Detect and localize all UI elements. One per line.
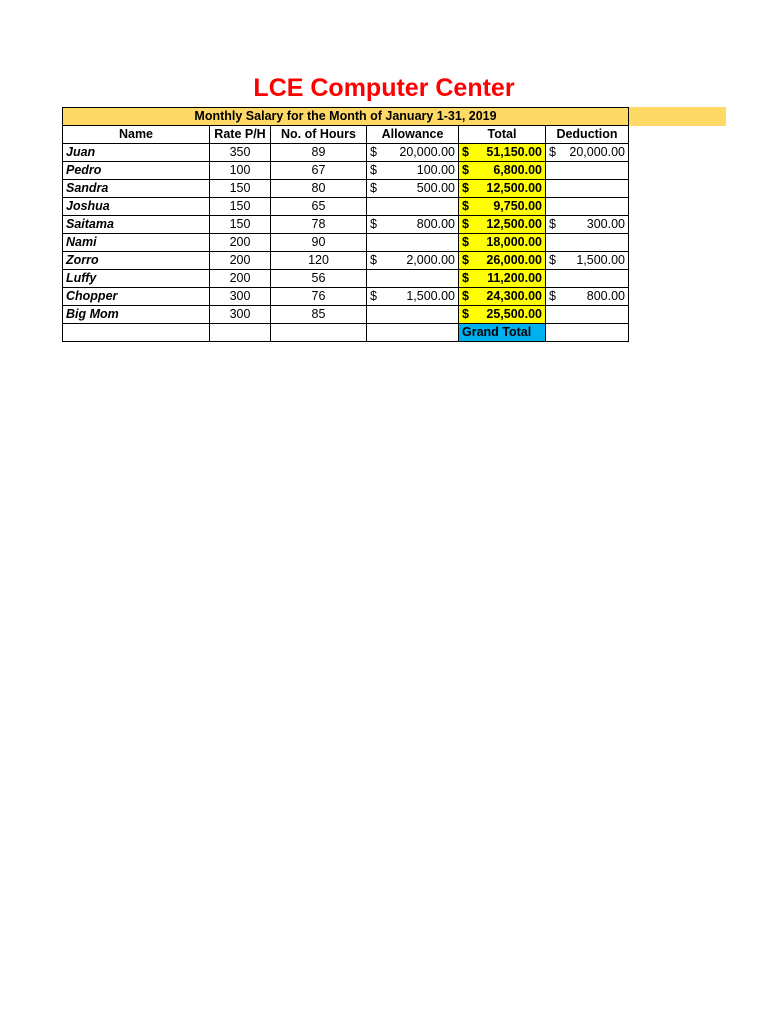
hours-cell[interactable]: 80 bbox=[271, 180, 367, 198]
amount: 300.00 bbox=[586, 217, 625, 231]
hours-cell[interactable]: 67 bbox=[271, 162, 367, 180]
total-cell-value bbox=[462, 198, 542, 215]
allowance-cell[interactable] bbox=[367, 162, 459, 180]
allowance-cell[interactable] bbox=[367, 234, 459, 252]
deduction-cell[interactable] bbox=[546, 162, 629, 180]
amount: 26,000.00 bbox=[486, 253, 542, 267]
table-row bbox=[63, 162, 629, 180]
hours-cell[interactable]: 65 bbox=[271, 198, 367, 216]
currency-symbol: $ bbox=[549, 145, 556, 159]
total-cell-value bbox=[462, 162, 542, 179]
amount: 800.00 bbox=[416, 217, 455, 231]
currency-symbol: $ bbox=[370, 181, 377, 195]
rate-cell[interactable]: 300 bbox=[210, 306, 271, 324]
header-row bbox=[63, 126, 629, 144]
subtitle-band-extension bbox=[628, 107, 726, 126]
amount: 6,800.00 bbox=[493, 163, 542, 177]
deduction-cell-value bbox=[549, 216, 625, 233]
rate-cell[interactable]: 100 bbox=[210, 162, 271, 180]
allowance-cell[interactable] bbox=[367, 270, 459, 288]
footer-spacer bbox=[271, 324, 367, 342]
total-cell[interactable] bbox=[459, 162, 546, 180]
allowance-cell-value bbox=[370, 288, 455, 305]
amount: 20,000.00 bbox=[569, 145, 625, 159]
rate-cell[interactable]: 200 bbox=[210, 252, 271, 270]
deduction-cell[interactable] bbox=[546, 234, 629, 252]
total-cell-value bbox=[462, 216, 542, 233]
amount: 12,500.00 bbox=[486, 217, 542, 231]
table-row bbox=[63, 306, 629, 324]
rate-cell[interactable]: 150 bbox=[210, 198, 271, 216]
allowance-cell-value bbox=[370, 162, 455, 179]
rate-cell[interactable]: 200 bbox=[210, 234, 271, 252]
allowance-cell-value bbox=[370, 252, 455, 269]
total-cell-value bbox=[462, 144, 542, 161]
employee-name-cell[interactable]: Chopper bbox=[63, 288, 210, 306]
amount: 18,000.00 bbox=[486, 235, 542, 249]
employee-name-cell[interactable]: Sandra bbox=[63, 180, 210, 198]
amount: 11,200.00 bbox=[487, 271, 542, 285]
footer-spacer bbox=[546, 324, 629, 342]
amount: 500.00 bbox=[416, 181, 455, 195]
currency-symbol: $ bbox=[462, 181, 469, 195]
hours-cell[interactable]: 120 bbox=[271, 252, 367, 270]
table-row bbox=[63, 234, 629, 252]
total-cell-value bbox=[462, 306, 542, 323]
employee-name-cell[interactable]: Joshua bbox=[63, 198, 210, 216]
page-title: LCE Computer Center bbox=[253, 74, 515, 102]
total-cell-value bbox=[462, 288, 542, 305]
deduction-cell-value bbox=[549, 252, 625, 269]
total-cell-value bbox=[462, 270, 542, 287]
currency-symbol: $ bbox=[549, 253, 556, 267]
employee-name-cell[interactable]: Saitama bbox=[63, 216, 210, 234]
rate-cell[interactable]: 200 bbox=[210, 270, 271, 288]
employee-name-cell[interactable]: Pedro bbox=[63, 162, 210, 180]
total-cell-value bbox=[462, 234, 542, 251]
allowance-cell[interactable] bbox=[367, 252, 459, 270]
total-cell[interactable] bbox=[459, 270, 546, 288]
deduction-cell[interactable] bbox=[546, 252, 629, 270]
deduction-cell[interactable] bbox=[546, 306, 629, 324]
employee-name-cell[interactable]: Big Mom bbox=[63, 306, 210, 324]
currency-symbol: $ bbox=[549, 217, 556, 231]
allowance-cell[interactable] bbox=[367, 198, 459, 216]
allowance-cell[interactable] bbox=[367, 144, 459, 162]
table-row bbox=[63, 252, 629, 270]
amount: 100.00 bbox=[416, 163, 455, 177]
footer-spacer bbox=[210, 324, 271, 342]
currency-symbol: $ bbox=[462, 199, 469, 213]
amount: 2,000.00 bbox=[406, 253, 455, 267]
allowance-cell[interactable] bbox=[367, 180, 459, 198]
currency-symbol: $ bbox=[462, 145, 469, 159]
subtitle-row bbox=[63, 108, 629, 126]
employee-name-cell[interactable]: Nami bbox=[63, 234, 210, 252]
currency-symbol: $ bbox=[462, 235, 469, 249]
hours-cell[interactable]: 90 bbox=[271, 234, 367, 252]
sheet-subtitle: Monthly Salary for the Month of January 1-31, 2019 bbox=[63, 108, 629, 126]
column-header-total: Total bbox=[459, 126, 546, 144]
rate-cell[interactable]: 350 bbox=[210, 144, 271, 162]
allowance-cell[interactable] bbox=[367, 288, 459, 306]
allowance-cell[interactable] bbox=[367, 216, 459, 234]
total-cell[interactable] bbox=[459, 216, 546, 234]
salary-table bbox=[62, 107, 629, 342]
currency-symbol: $ bbox=[370, 289, 377, 303]
amount: 12,500.00 bbox=[486, 181, 542, 195]
hours-cell[interactable]: 56 bbox=[271, 270, 367, 288]
allowance-cell[interactable] bbox=[367, 306, 459, 324]
deduction-cell[interactable] bbox=[546, 288, 629, 306]
total-cell[interactable] bbox=[459, 252, 546, 270]
employee-name-cell[interactable]: Zorro bbox=[63, 252, 210, 270]
column-header-rate: Rate P/H bbox=[210, 126, 271, 144]
table-row bbox=[63, 180, 629, 198]
total-cell-value bbox=[462, 252, 542, 269]
grand-total-label[interactable]: Grand Total bbox=[459, 324, 546, 342]
currency-symbol: $ bbox=[462, 289, 469, 303]
currency-symbol: $ bbox=[549, 289, 556, 303]
deduction-cell[interactable] bbox=[546, 180, 629, 198]
footer-row bbox=[63, 324, 629, 342]
allowance-cell-value bbox=[370, 180, 455, 197]
table-row bbox=[63, 216, 629, 234]
hours-cell[interactable]: 78 bbox=[271, 216, 367, 234]
amount: 51,150.00 bbox=[486, 145, 542, 159]
amount: 1,500.00 bbox=[406, 289, 455, 303]
table-row bbox=[63, 270, 629, 288]
amount: 9,750.00 bbox=[493, 199, 542, 213]
currency-symbol: $ bbox=[370, 217, 377, 231]
amount: 25,500.00 bbox=[486, 307, 542, 321]
currency-symbol: $ bbox=[370, 145, 377, 159]
currency-symbol: $ bbox=[370, 163, 377, 177]
rate-cell[interactable]: 150 bbox=[210, 216, 271, 234]
total-cell[interactable] bbox=[459, 180, 546, 198]
salary-rows bbox=[63, 144, 629, 324]
deduction-cell-value bbox=[549, 288, 625, 305]
currency-symbol: $ bbox=[462, 271, 469, 285]
currency-symbol: $ bbox=[370, 253, 377, 267]
deduction-cell[interactable] bbox=[546, 198, 629, 216]
employee-name-cell[interactable]: Luffy bbox=[63, 270, 210, 288]
amount: 800.00 bbox=[586, 289, 625, 303]
column-header-deduction: Deduction bbox=[546, 126, 629, 144]
hours-cell[interactable]: 85 bbox=[271, 306, 367, 324]
currency-symbol: $ bbox=[462, 217, 469, 231]
hours-cell[interactable]: 89 bbox=[271, 144, 367, 162]
deduction-cell[interactable] bbox=[546, 144, 629, 162]
table-row bbox=[63, 198, 629, 216]
table-row bbox=[63, 288, 629, 306]
rate-cell[interactable]: 300 bbox=[210, 288, 271, 306]
rate-cell[interactable]: 150 bbox=[210, 180, 271, 198]
total-cell-value bbox=[462, 180, 542, 197]
deduction-cell[interactable] bbox=[546, 216, 629, 234]
footer-spacer bbox=[63, 324, 210, 342]
hours-cell[interactable]: 76 bbox=[271, 288, 367, 306]
deduction-cell-value bbox=[549, 144, 625, 161]
total-cell[interactable] bbox=[459, 144, 546, 162]
footer-spacer bbox=[367, 324, 459, 342]
amount: 20,000.00 bbox=[399, 145, 455, 159]
currency-symbol: $ bbox=[462, 307, 469, 321]
amount: 24,300.00 bbox=[486, 289, 542, 303]
currency-symbol: $ bbox=[462, 253, 469, 267]
column-header-name: Name bbox=[63, 126, 210, 144]
currency-symbol: $ bbox=[462, 163, 469, 177]
total-cell[interactable] bbox=[459, 288, 546, 306]
allowance-cell-value bbox=[370, 216, 455, 233]
deduction-cell[interactable] bbox=[546, 270, 629, 288]
total-cell[interactable] bbox=[459, 306, 546, 324]
total-cell[interactable] bbox=[459, 198, 546, 216]
column-header-allowance: Allowance bbox=[367, 126, 459, 144]
table-row bbox=[63, 144, 629, 162]
total-cell[interactable] bbox=[459, 234, 546, 252]
column-header-hours: No. of Hours bbox=[271, 126, 367, 144]
employee-name-cell[interactable]: Juan bbox=[63, 144, 210, 162]
allowance-cell-value bbox=[370, 144, 455, 161]
amount: 1,500.00 bbox=[576, 253, 625, 267]
